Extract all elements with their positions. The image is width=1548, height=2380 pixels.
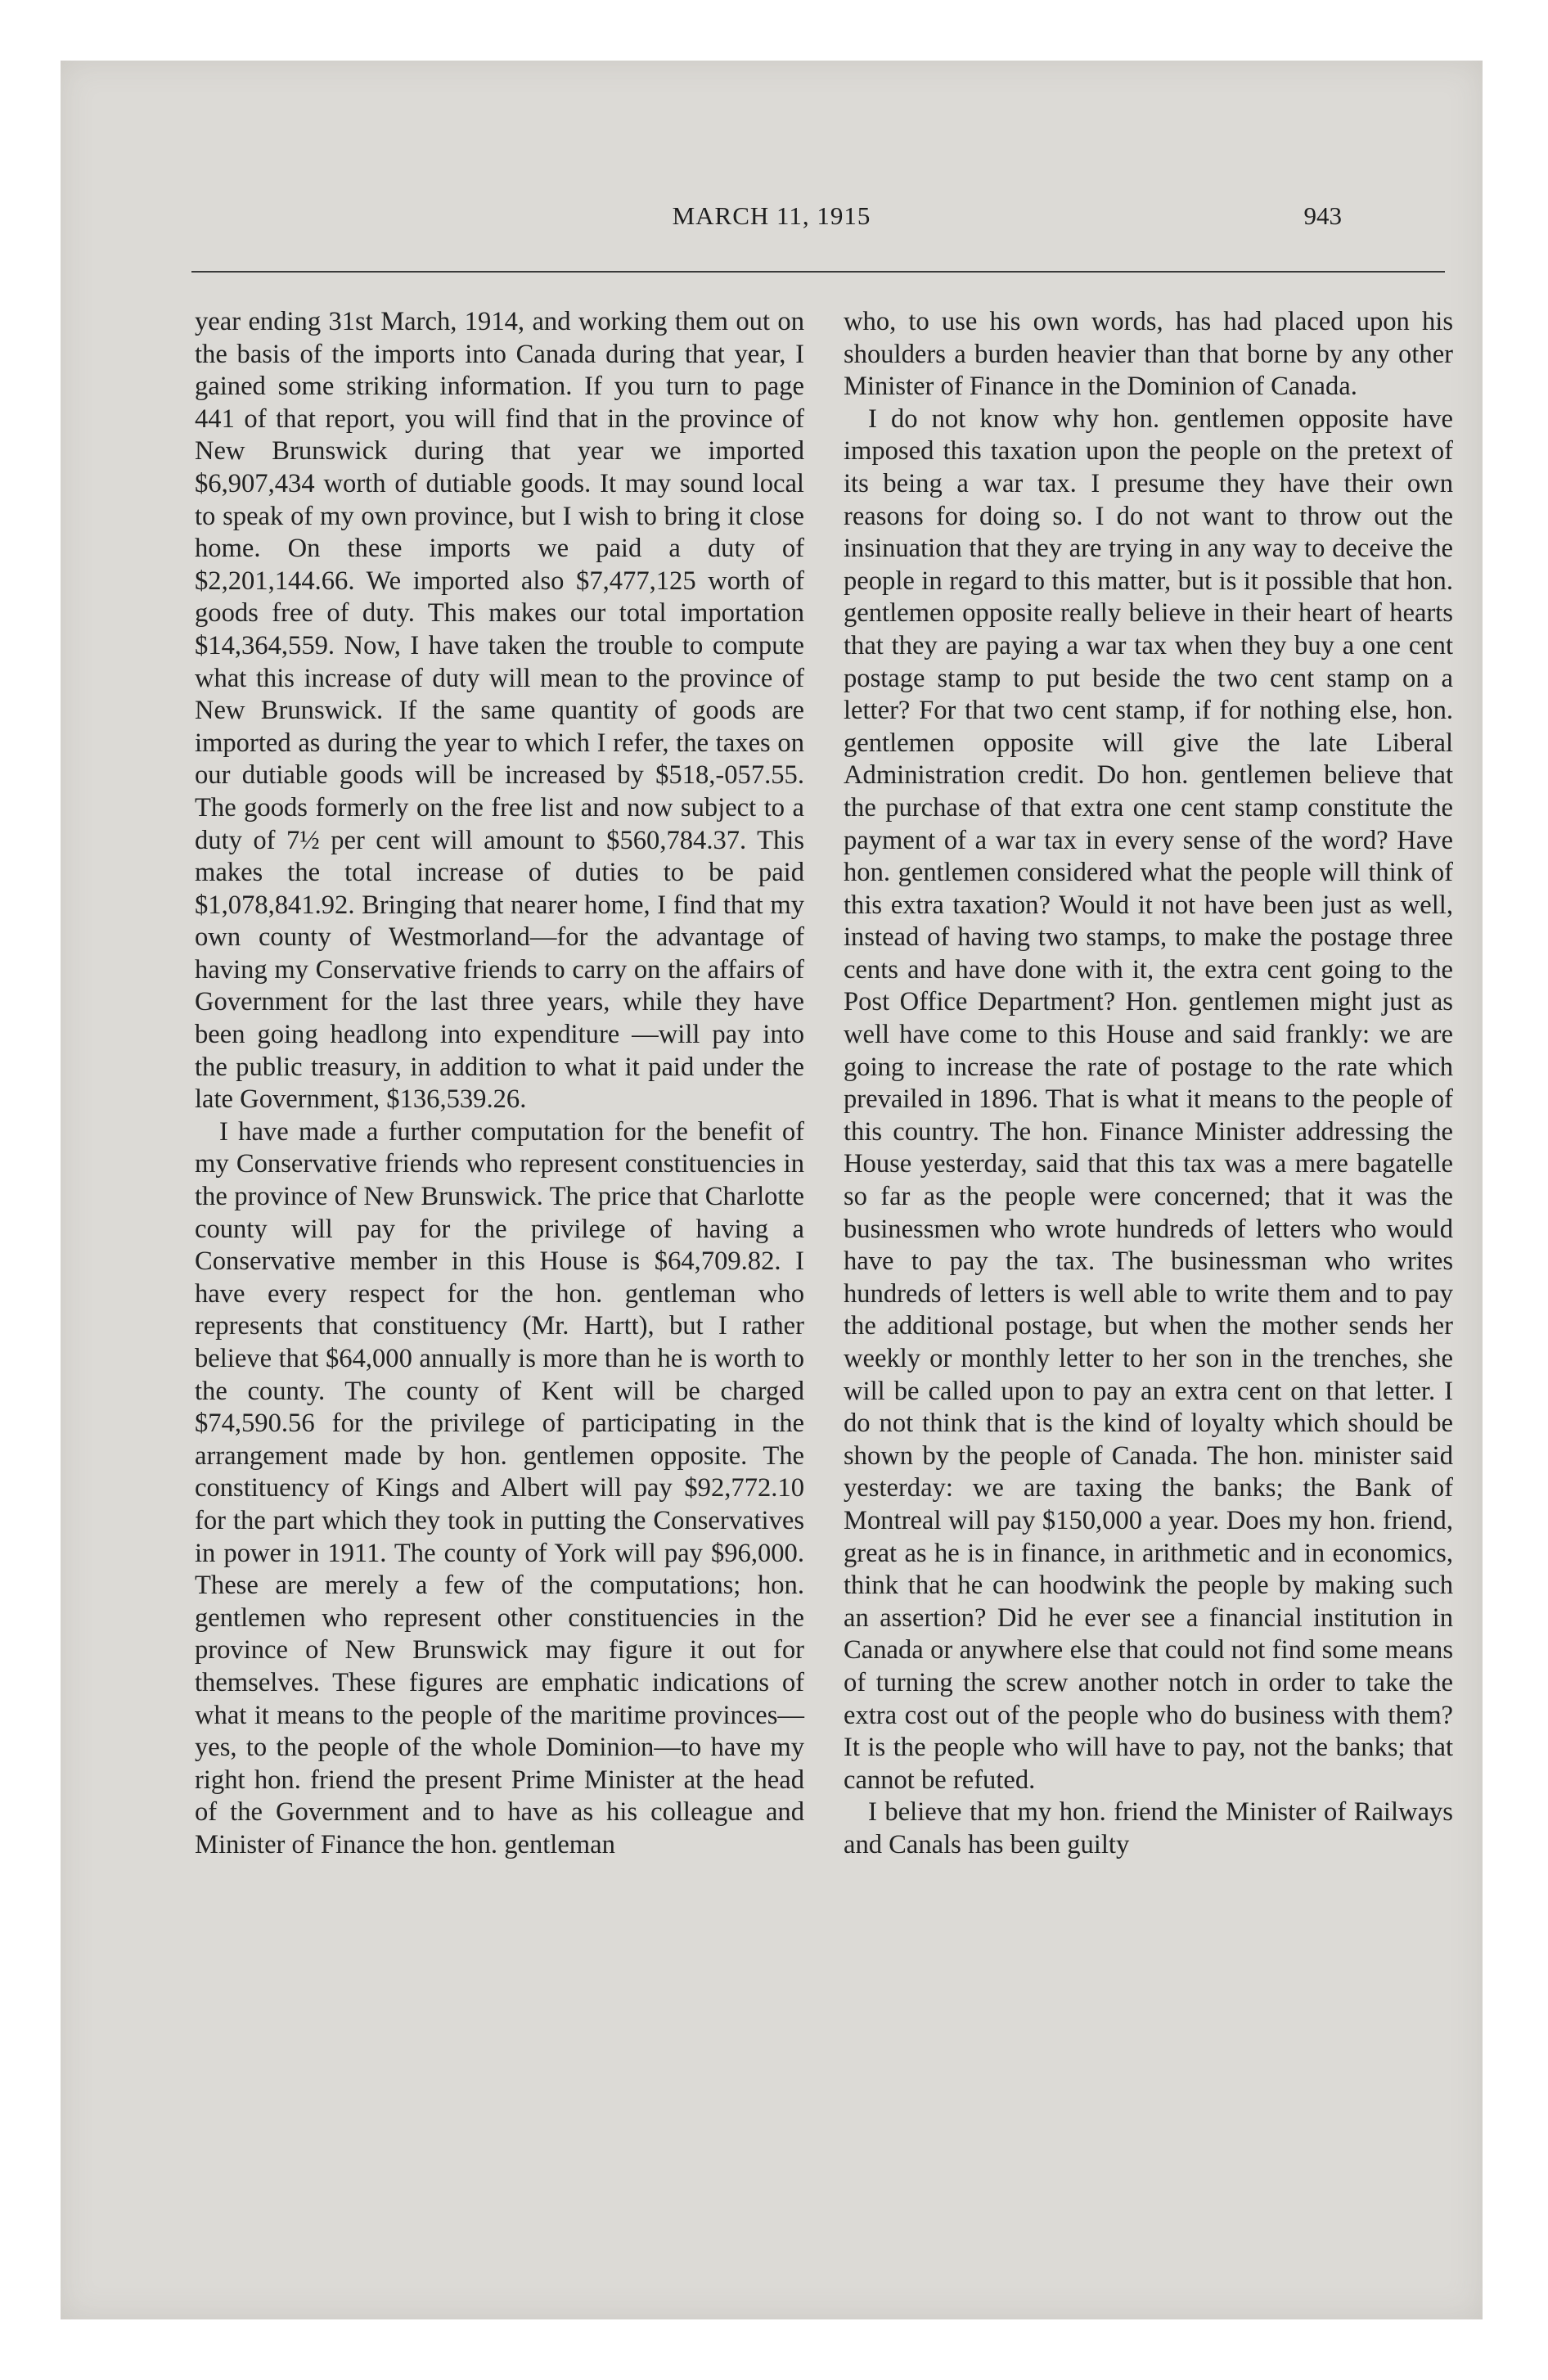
left-column: [195, 306, 804, 1862]
left-paragraph-2: I have made a further computation for the benefit of my Conservative friends who represent constituencies in the province of New Brunswick. The price that Charlotte county will pay for the privilege of having a Conservative member in this House is $64,709.82. I have every respect for the hon. gentleman who represents that constituency (Mr. Hartt), but I rather believe that $64,000 annually is more than he is worth to the county. The county of Kent will be charged $74,590.56 for the privilege of participating in the arrangement made by hon. gentlemen opposite. The constituency of Kings and Albert will pay $92,772.10 for the part which they took in putting the Conservatives in power in 1911. The county of York will pay $96,000. These are merely a few of the computations; hon. gentlemen who represent other constituencies in the province of New Brunswick may figure it out for themselves. These figures are emphatic indications of what it means to the people of the maritime provinces—yes, to the people of the whole Dominion—to have my right hon. friend the present Prime Minister at the head of the Government and to have as his colleague and Minister of Finance the hon. gentleman: [195, 1116, 804, 1859]
left-paragraph-1: year ending 31st March, 1914, and working them out on the basis of the imports into Canada during that year, I gained some striking information. If you turn to page 441 of that report, you will find that in the province of New Brunswick during that year we imported $6,907,434 worth of dutiable goods. It may sound local to speak of my own province, but I wish to bring it close home. On these imports we paid a duty of $2,201,144.66. We imported also $7,477,125 worth of goods free of duty. This makes our total importation $14,364,559. Now, I have taken the trouble to compute what this increase of duty will mean to the province of New Brunswick. If the same quantity of goods are imported as during the year to which I refer, the taxes on our dutiable goods will be increased by $518,-057.55. The goods formerly on the free list and now subject to a duty of 7½ per cent will amount to $560,784.37. This makes the total increase of duties to be paid $1,078,841.92. Bringing that nearer home, I find that my own county of Westmorland—for the advantage of having my Conservative friends to carry on the affairs of Government for the last three years, while they have been going headlong into expenditure —will pay into the public treasury, in addition to what it paid under the late Government, $136,539.26.: [195, 307, 804, 1115]
running-header: [61, 201, 1483, 234]
right-paragraph-2: I do not know why hon. gentlemen opposite have imposed this taxation upon the people on the pretext of its being a war tax. I presume they have their own reasons for doing so. I do not want to throw out the insinuation that they are trying in any way to deceive the people in regard to this matter, but is it possible that hon. gentlemen opposite really believe in their heart of hearts that they are paying a war tax when they buy a one cent postage stamp to put beside the two cent stamp on a letter? For that two cent stamp, if for nothing else, hon. gentlemen opposite will give the late Liberal Administration credit. Do hon. gentlemen believe that the purchase of that extra one cent stamp constitute the payment of a war tax in every sense of the word? Have hon. gentlemen considered what the people will think of this extra taxation? Would it not have been just as well, instead of having two stamps, to make the postage three cents and have done with it, the extra cent going to the Post Office Department? Hon. gentlemen might just as well have come to this House and said frankly: we are going to increase the rate of postage to the rate which prevailed in 1896. That is what it means to the people of this country. The hon. Finance Minister addressing the House yesterday, said that this tax was a mere bagatelle so far as the people were concerned; that it was the businessmen who wrote hundreds of letters who would have to pay the tax. The businessman who writes hundreds of letters is well able to write them and to pay the additional postage, but when the mother sends her weekly or monthly letter to her son in the trenches, she will be called upon to pay an extra cent on that letter. I do not think that is the kind of loyalty which should be shown by the people of Canada. The hon. minister said yesterday: we are taxing the banks; the Bank of Montreal will pay $150,000 a year. Does my hon. friend, great as he is in finance, in arithmetic and in economics, think that he can hoodwink the people by making such an assertion? Did he ever see a financial institution in Canada or anywhere else that could not find some means of turning the screw another notch in order to take the extra cost out of the people who do business with them? It is the people who will have to pay, not the banks; that cannot be refuted.: [844, 403, 1453, 1795]
scanned-page: [61, 61, 1483, 2319]
right-column: [844, 306, 1453, 1862]
right-paragraph-3: I believe that my hon. friend the Minister of Railways and Canals has been guilty: [844, 1797, 1453, 1859]
header-rule: [191, 271, 1445, 273]
page-number: 943: [1303, 201, 1342, 230]
right-paragraph-1: who, to use his own words, has had placed upon his shoulders a burden heavier than that borne by any other Minister of Finance in the Dominion of Canada.: [844, 307, 1453, 402]
header-date: MARCH 11, 1915: [672, 201, 871, 230]
